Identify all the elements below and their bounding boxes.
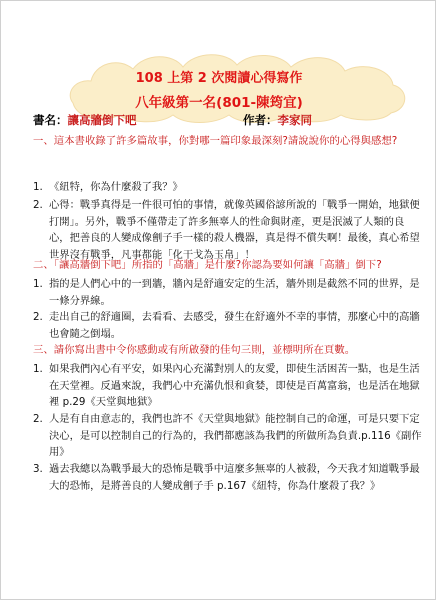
item-text: 指的是人們心中的一到牆，牆內是舒適安定的生活，牆外則是截然不同的世界，是一條分界線。 <box>49 278 420 307</box>
book-title: 讓高牆倒下吧 <box>67 113 137 127</box>
item-number: 3. <box>33 463 43 475</box>
book-label: 書名： <box>33 113 68 127</box>
item-text: 心得：戰爭真得是一件很可怕的事情，就像英國俗諺所說的「戰爭一開始，地獄便打開」。另外，戰爭不僅帶走了許多無辜人的性命與財產，更是泯滅了人類的良心，把善良的人變成像劊子手一樣的殺人機器，真是得不償失啊！最後，真心希望世界沒有戰爭，凡事都能「化干戈為玉帛」！ <box>49 199 420 261</box>
author-info <box>243 112 312 128</box>
question-2: 二、「讓高牆倒下吧」所指的「高牆」是什麼?你認為要如何讓「高牆」倒下? <box>33 259 382 271</box>
page-subtitle: 八年級第一名(801-陳筠宜) <box>135 95 303 111</box>
book-info <box>33 112 137 128</box>
item-text: 如果我們內心有平安，如果內心充滿對別人的友愛，即使生活困苦一點，也是生活在天堂裡。反過來說，我們心中充滿仇恨和貪婪，即使是百萬富翁，也是活在地獄裡 p.29《天堂與地獄》 <box>49 363 420 408</box>
answer-item <box>33 197 423 263</box>
item-text: 人是有自由意志的，我們也許不《天堂與地獄》能控制自己的命運，可是只要下定決心，是可以控制自己的行為的，我們都應該為我們的所做所為負責.p.116《副作用》 <box>49 413 422 458</box>
answer-item <box>33 411 423 461</box>
answer-item <box>33 461 423 494</box>
item-number: 2. <box>33 311 43 323</box>
item-text: 過去我總以為戰爭最大的恐怖是戰爭中這麼多無辜的人被殺，今天我才知道戰爭最大的恐怖，是將善良的人變成劊子手 p.167《紐特，你為什麼殺了我？》 <box>49 463 420 492</box>
page-title: 108 上第 2 次閱讀心得寫作 <box>135 71 303 86</box>
question-1: 一、這本書收錄了許多篇故事，你對哪一篇印象最深刻?請說說你的心得與感想? <box>33 135 398 147</box>
item-number: 1. <box>33 278 43 290</box>
answer-item <box>33 361 423 411</box>
item-text: 走出自己的舒適圈，去看看、去感受，發生在舒適外不幸的事情，那麼心中的高牆也會隨之倒塌。 <box>49 311 420 340</box>
item-number: 1. <box>33 363 43 375</box>
answer-item <box>33 309 423 342</box>
item-number: 2. <box>33 413 43 425</box>
answer-item <box>33 276 423 309</box>
author-name: 李家同 <box>277 113 312 127</box>
item-text: 《紐特，你為什麼殺了我？》 <box>49 181 183 193</box>
item-number: 1. <box>33 181 43 193</box>
item-number: 2. <box>33 199 43 211</box>
answer-item <box>33 179 423 196</box>
question-3: 三、請你寫出書中令你感動或有所啟發的佳句三則，並標明所在頁數。 <box>33 344 356 356</box>
author-label: 作者： <box>243 113 278 127</box>
